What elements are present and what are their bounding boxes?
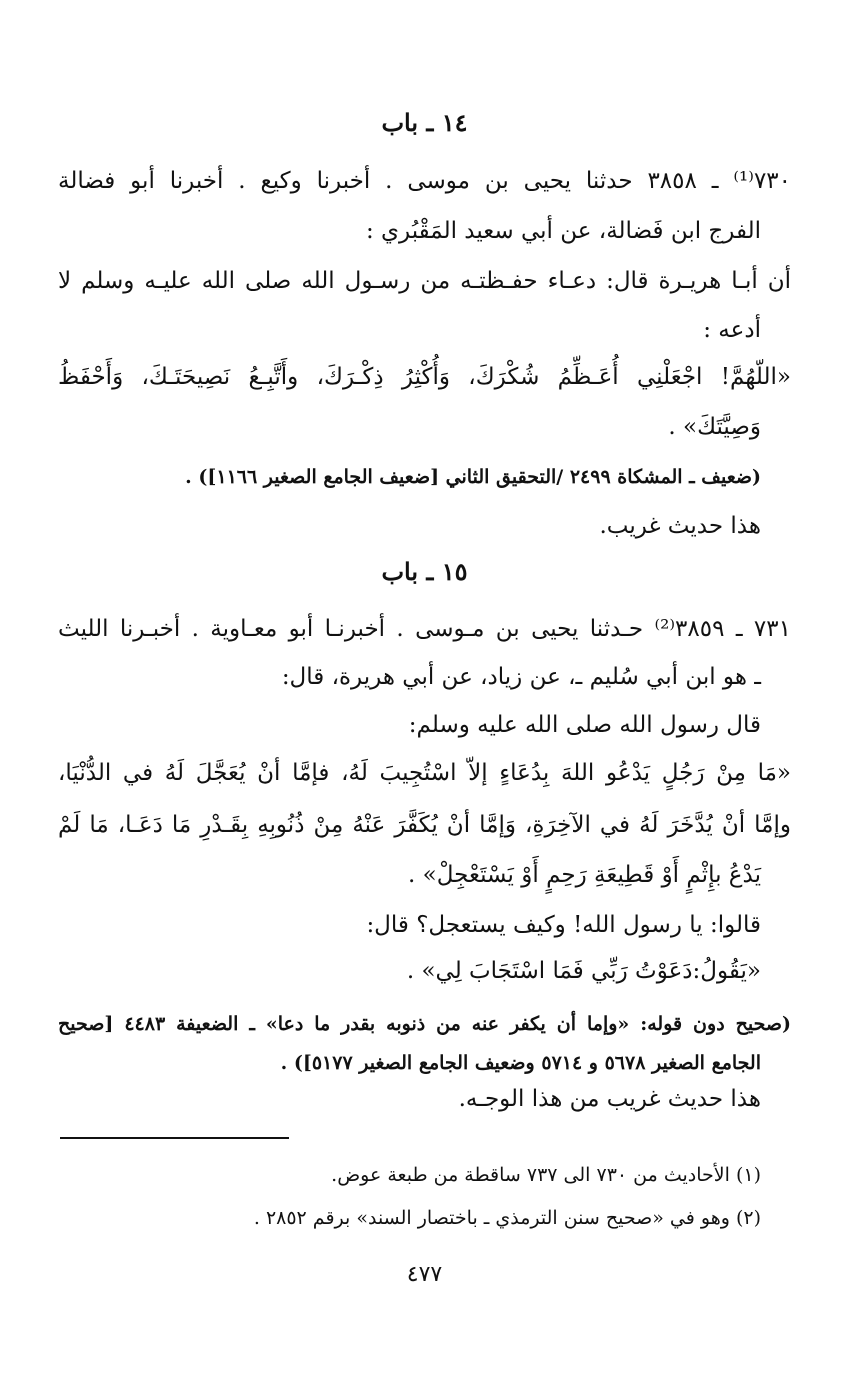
hadith-730-line-2: الفرج ابن فَضالة، عن أبي سعيد المَقْبُري :: [365, 218, 761, 244]
chapter-heading-15: ١٥ ـ باب: [381, 557, 468, 586]
hadith-730-grading: (ضعيف ـ المشكاة ٢٤٩٩ /التحقيق الثاني [ضعيف الجامع الصغير ١١٦٦]) .: [185, 466, 761, 488]
footnote-1: (١) الأحاديث من ٧٣٠ الى ٧٣٧ ساقطة من طبعة عوض.: [331, 1164, 761, 1186]
hadith-730-line-5: «اللّهُمَّ! اجْعَلْنِي أُعَـظِّمُ شُكْرَكَ، وَأُكْثِرُ ذِكْـرَكَ، وأَتَّبِـعُ نَصِيحَتَـكَ، وَأَحْفَظُ: [58, 364, 791, 390]
hadith-731-line-3: قال رسول الله صلى الله عليه وسلم:: [408, 712, 761, 738]
hadith-731-line-1: ٧٣١ ـ ٣٨٥٩⁽²⁾ حـدثنا يحيى بن مـوسى . أخبرنـا أبو معـاوية . أخبـرنا الليث: [58, 616, 791, 642]
hadith-730-line-6: وَصِيَّتَكَ» .: [668, 414, 761, 440]
hadith-730-comment: هذا حديث غريب.: [599, 513, 761, 539]
hadith-730-line-1: ٧٣٠⁽¹⁾ ـ ٣٨٥٨ حدثنا يحيى بن موسى . أخبرنا وكيع . أخبرنا أبو فضالة: [58, 168, 791, 194]
hadith-731-line-2: ـ هو ابن أبي سُليم ـ، عن زياد، عن أبي هريرة، قال:: [281, 664, 761, 690]
hadith-730-line-4: أدعه :: [703, 317, 761, 343]
chapter-heading-14: ١٤ ـ باب: [381, 108, 468, 137]
hadith-731-line-6: يَدْعُ بإِثْمٍ أَوْ قَطِيعَةِ رَحِمٍ أَوْ يَسْتَعْجِلْ» .: [408, 862, 761, 888]
hadith-730-line-3: أن أبـا هريـرة قال: دعـاء حفـظتـه من رسـول الله صلى الله عليـه وسلم لا: [58, 268, 791, 294]
footnote-2: (٢) وهو في «صحيح سنن الترمذي ـ باختصار السند» برقم ٢٨٥٢ .: [253, 1207, 761, 1229]
footnote-separator: [60, 1137, 289, 1139]
hadith-731-grading-line-1: (صحيح دون قوله: «وإما أن يكفر عنه من ذنوبه بقدر ما دعا» ـ الضعيفة ٤٤٨٣ [صحيح: [58, 1013, 791, 1035]
hadith-731-grading-line-2: الجامع الصغير ٥٦٧٨ و ٥٧١٤ وضعيف الجامع الصغير ٥١٧٧]) .: [280, 1052, 761, 1074]
hadith-731-line-4: «مَا مِنْ رَجُلٍ يَدْعُو اللهَ بِدُعَاءٍ إلاّ اسْتُجِيبَ لَهُ، فإمَّا أنْ يُعَجَّلَ لَهُ في الدُّنْيَا،: [58, 760, 791, 786]
hadith-731-line-7: قالوا: يا رسول الله! وكيف يستعجل؟ قال:: [366, 912, 761, 938]
hadith-731-line-8: «يَقُولُ:دَعَوْتُ رَبِّي فَمَا اسْتَجَابَ لِي» .: [406, 958, 761, 984]
page-number: ٤٧٧: [406, 1262, 443, 1287]
hadith-731-line-5: وإمَّا أنْ يُدَّخَرَ لَهُ في الآخِرَةِ، وَإمَّا أنْ يُكَفَّرَ عَنْهُ مِنْ ذُنُوبِهِ بِقَـدْرِ مَا دَعَـا، مَا لَمْ: [58, 812, 791, 838]
hadith-731-comment: هذا حديث غريب من هذا الوجـه.: [458, 1086, 761, 1112]
